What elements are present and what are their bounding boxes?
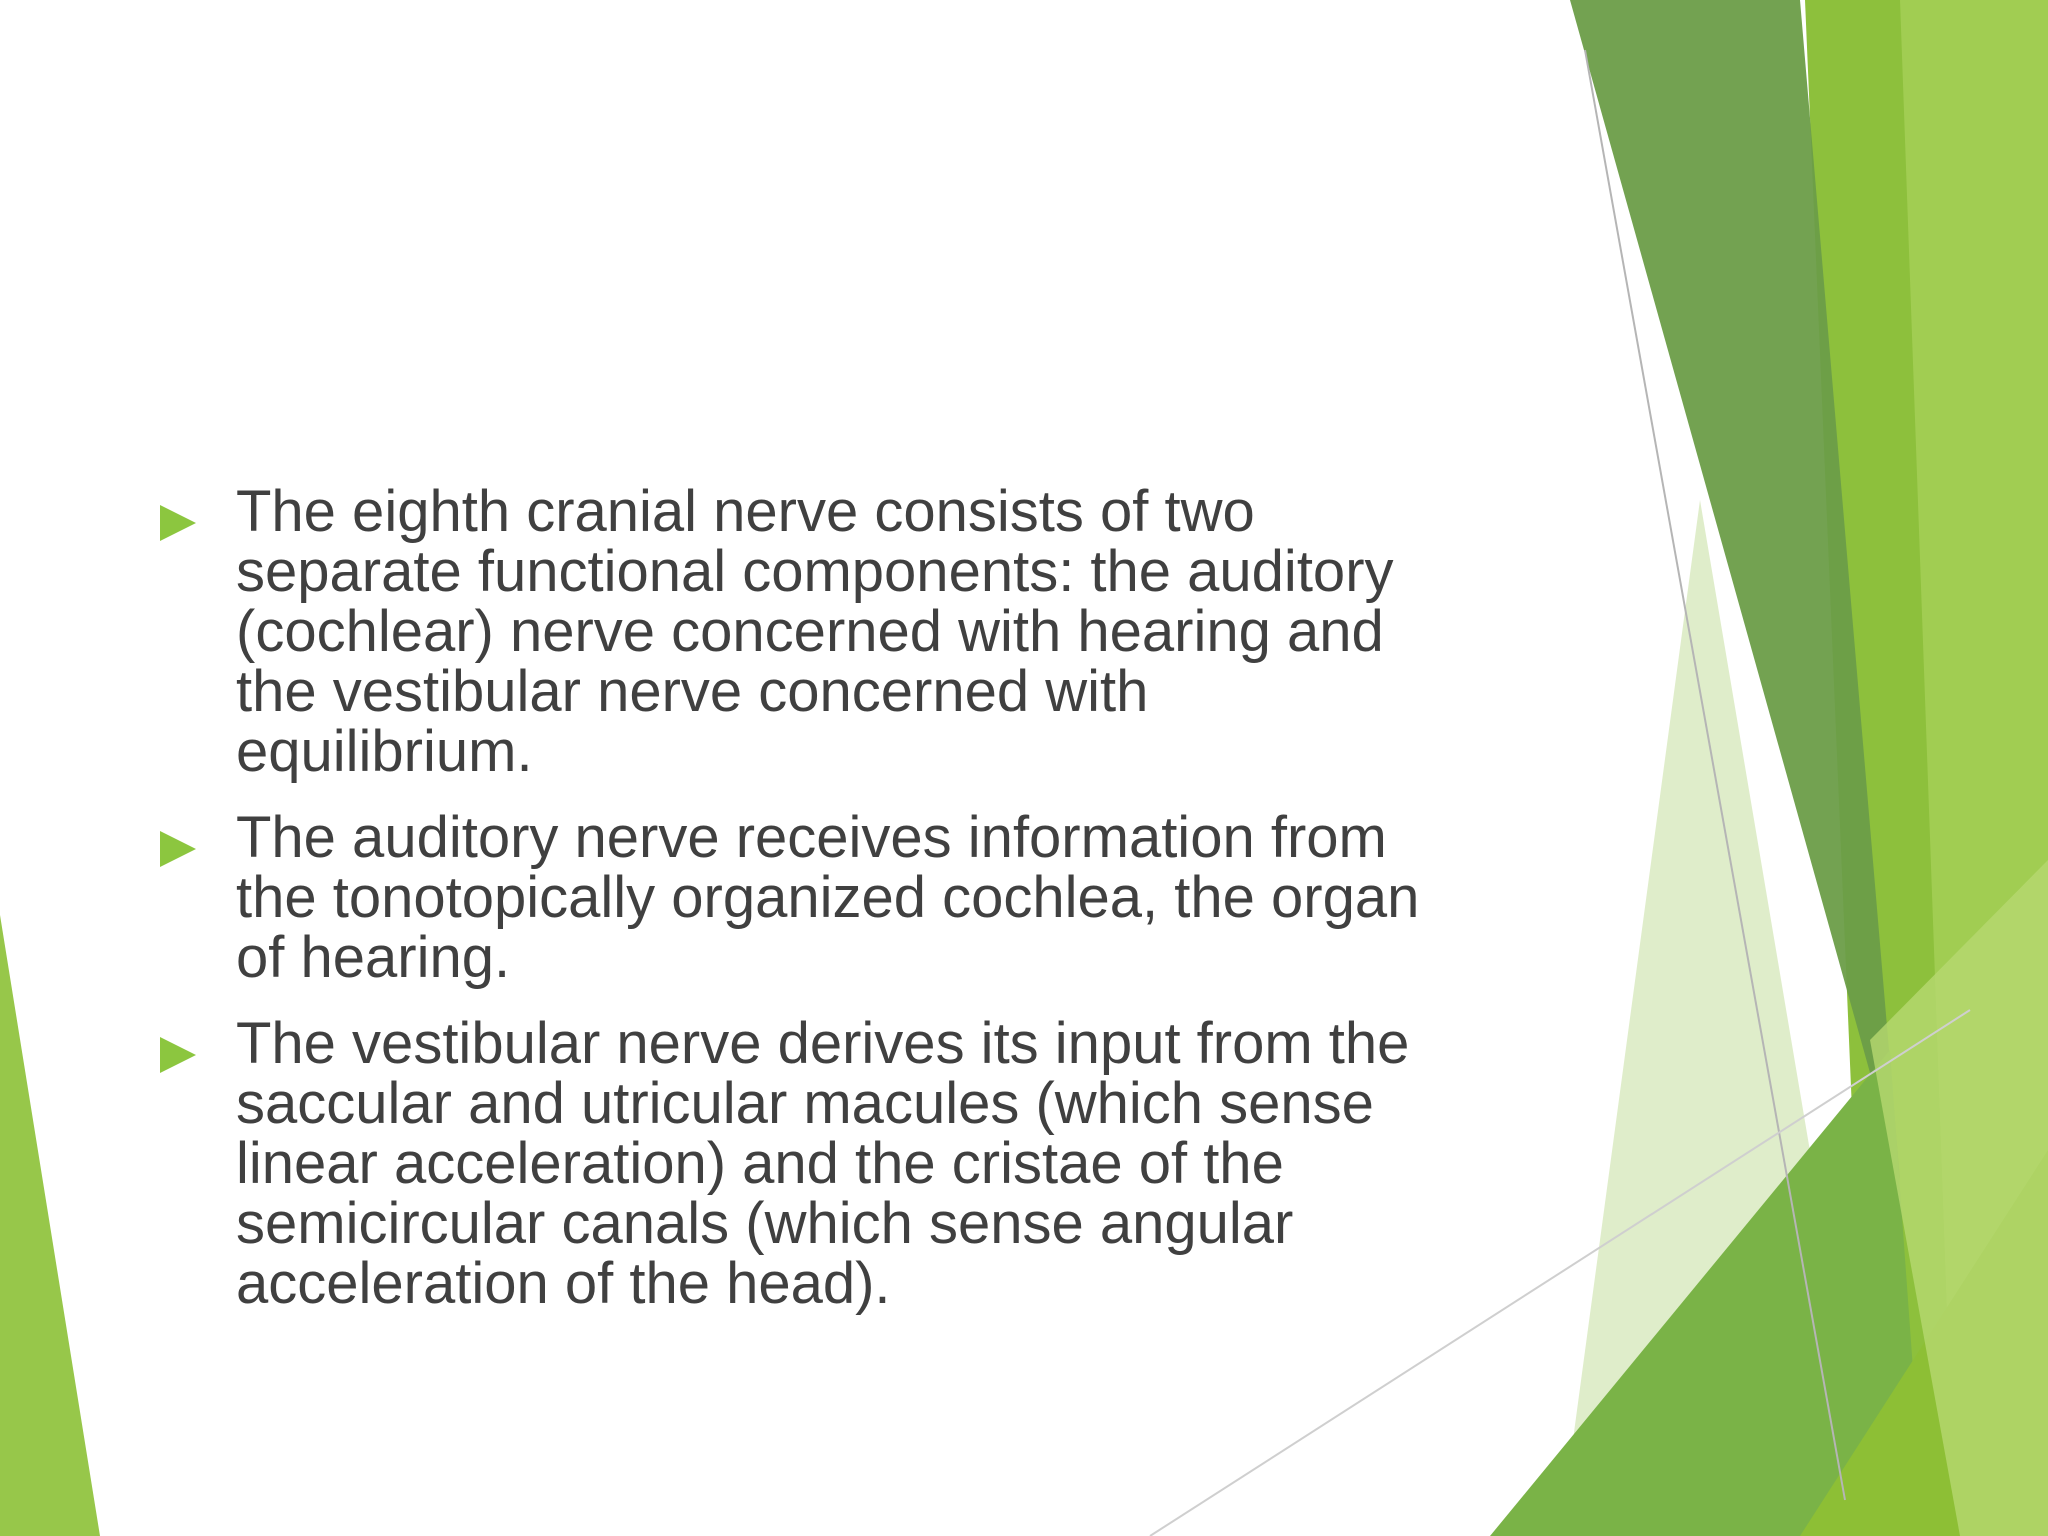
triangle-bullet-icon [158, 829, 198, 869]
bullet-item [158, 479, 1548, 784]
left-green-sliver [0, 915, 100, 1536]
bullet-item [158, 1011, 1548, 1316]
bullet-text: The vestibular nerve derives its input from the saccular and utricular macules (which sense linear acceleration) and the cristae of the semicircular canals (which sense angular acceleration of the head). [236, 1011, 1410, 1316]
bullet-text: The eighth cranial nerve consists of two separate functional components: the auditory (cochlear) nerve concerned with hearing and the vestibular nerve concerned with equilibrium. [236, 479, 1394, 784]
bullet-list [158, 479, 1548, 1316]
triangle-bullet-icon [158, 1035, 198, 1075]
bullet-text: The auditory nerve receives information from the tonotopically organized cochlea, the organ of hearing. [236, 805, 1420, 990]
slide-content [158, 479, 1548, 1340]
bullet-item [158, 805, 1548, 990]
triangle-bullet-icon [158, 503, 198, 543]
